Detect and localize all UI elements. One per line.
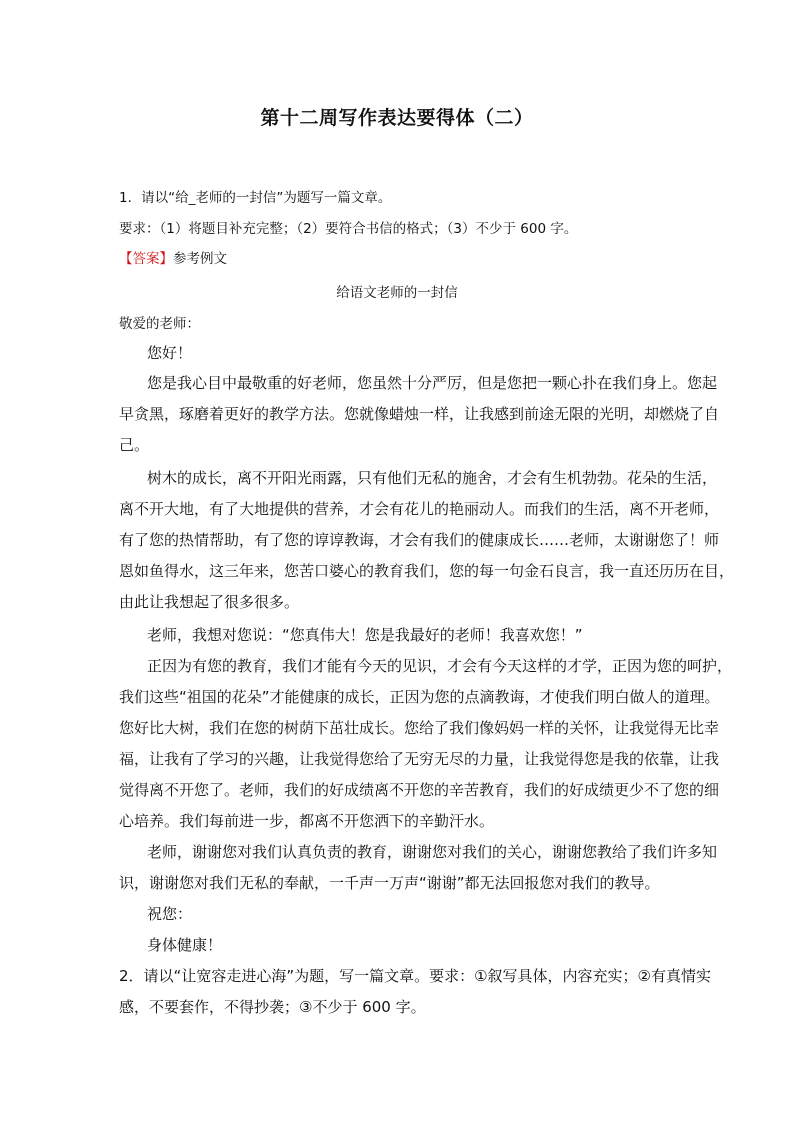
question-2-line-1: 2．请以“让宽容走进心海”为题，写一篇文章。要求：①叙写具体，内容充实；②有真情实 <box>119 967 711 985</box>
essay-salutation: 敬爱的老师： <box>119 316 200 332</box>
essay-line: 我们这些“祖国的花朵”才能健康的成长，正因为您的点滴教诲，才使我们明白做人的道理。 <box>119 688 720 706</box>
essay-line: 树木的成长，离不开阳光雨露，只有他们无私的施舍，才会有生机勃勃。花朵的生活， <box>147 469 718 487</box>
essay-line: 有了您的热情帮助，有了您的谆谆教诲，才会有我们的健康成长……老师，太谢谢您了！师 <box>119 531 720 549</box>
essay-title: 给语文老师的一封信 <box>336 285 458 301</box>
essay-line: 您是我心目中最敬重的好老师，您虽然十分严厉，但是您把一颗心扑在我们身上。您起 <box>147 374 718 392</box>
essay-line: 老师，谢谢您对我们认真负责的教育，谢谢您对我们的关心，谢谢您教给了我们许多知 <box>147 843 718 861</box>
essay-line: 老师，我想对您说：“您真伟大！您是我最好的老师！我喜欢您！” <box>147 626 583 644</box>
answer-line <box>119 247 227 267</box>
question-2-line-2: 感，不要套作，不得抄袭；③不少于 600 字。 <box>119 998 426 1016</box>
answer-label: 【答案】 <box>119 251 173 267</box>
essay-line: 由此让我想起了很多很多。 <box>119 593 300 611</box>
document-title: 第十二周写作表达要得体（二） <box>260 107 534 129</box>
essay-line: 离不开大地，有了大地提供的营养，才会有花儿的艳丽动人。而我们的生活，离不开老师， <box>119 500 720 518</box>
essay-line: 己。 <box>119 436 150 454</box>
essay-line: 福，让我有了学习的兴趣，让我觉得您给了无穷无尽的力量，让我觉得您是我的依靠，让我 <box>119 750 720 768</box>
essay-closing: 祝您： <box>147 905 193 923</box>
essay-wish: 身体健康！ <box>147 936 223 954</box>
essay-greeting: 您好！ <box>147 344 193 362</box>
essay-line: 您好比大树，我们在您的树荫下茁壮成长。您给了我们像妈妈一样的关怀，让我觉得无比幸 <box>119 719 720 737</box>
essay-line: 早贪黑，琢磨着更好的教学方法。您就像蜡烛一样，让我感到前途无限的光明，却燃烧了自 <box>119 405 720 423</box>
essay-line: 心培养。我们每前进一步，都离不开您洒下的辛勤汗水。 <box>119 812 495 830</box>
essay-line: 识，谢谢您对我们无私的奉献，一千声一万声“谢谢”都无法回报您对我们的教导。 <box>119 874 660 892</box>
question-1-prompt: 1．请以“给_老师的一封信”为题写一篇文章。 <box>119 190 392 206</box>
essay-line: 觉得离不开您了。老师，我们的好成绩离不开您的辛苦教育，我们的好成绩更少不了您的细 <box>119 781 720 799</box>
answer-text: 参考例文 <box>173 251 227 267</box>
question-1-requirements: 要求：（1）将题目补充完整；（2）要符合书信的格式；（3）不少于 600 字。 <box>119 221 578 237</box>
essay-line: 正因为有您的教育，我们才能有今天的见识，才会有今天这样的才学，正因为您的呵护， <box>147 657 733 675</box>
essay-line: 恩如鱼得水，这三年来，您苦口婆心的教育我们，您的每一句金石良言，我一直还历历在目， <box>119 562 735 580</box>
